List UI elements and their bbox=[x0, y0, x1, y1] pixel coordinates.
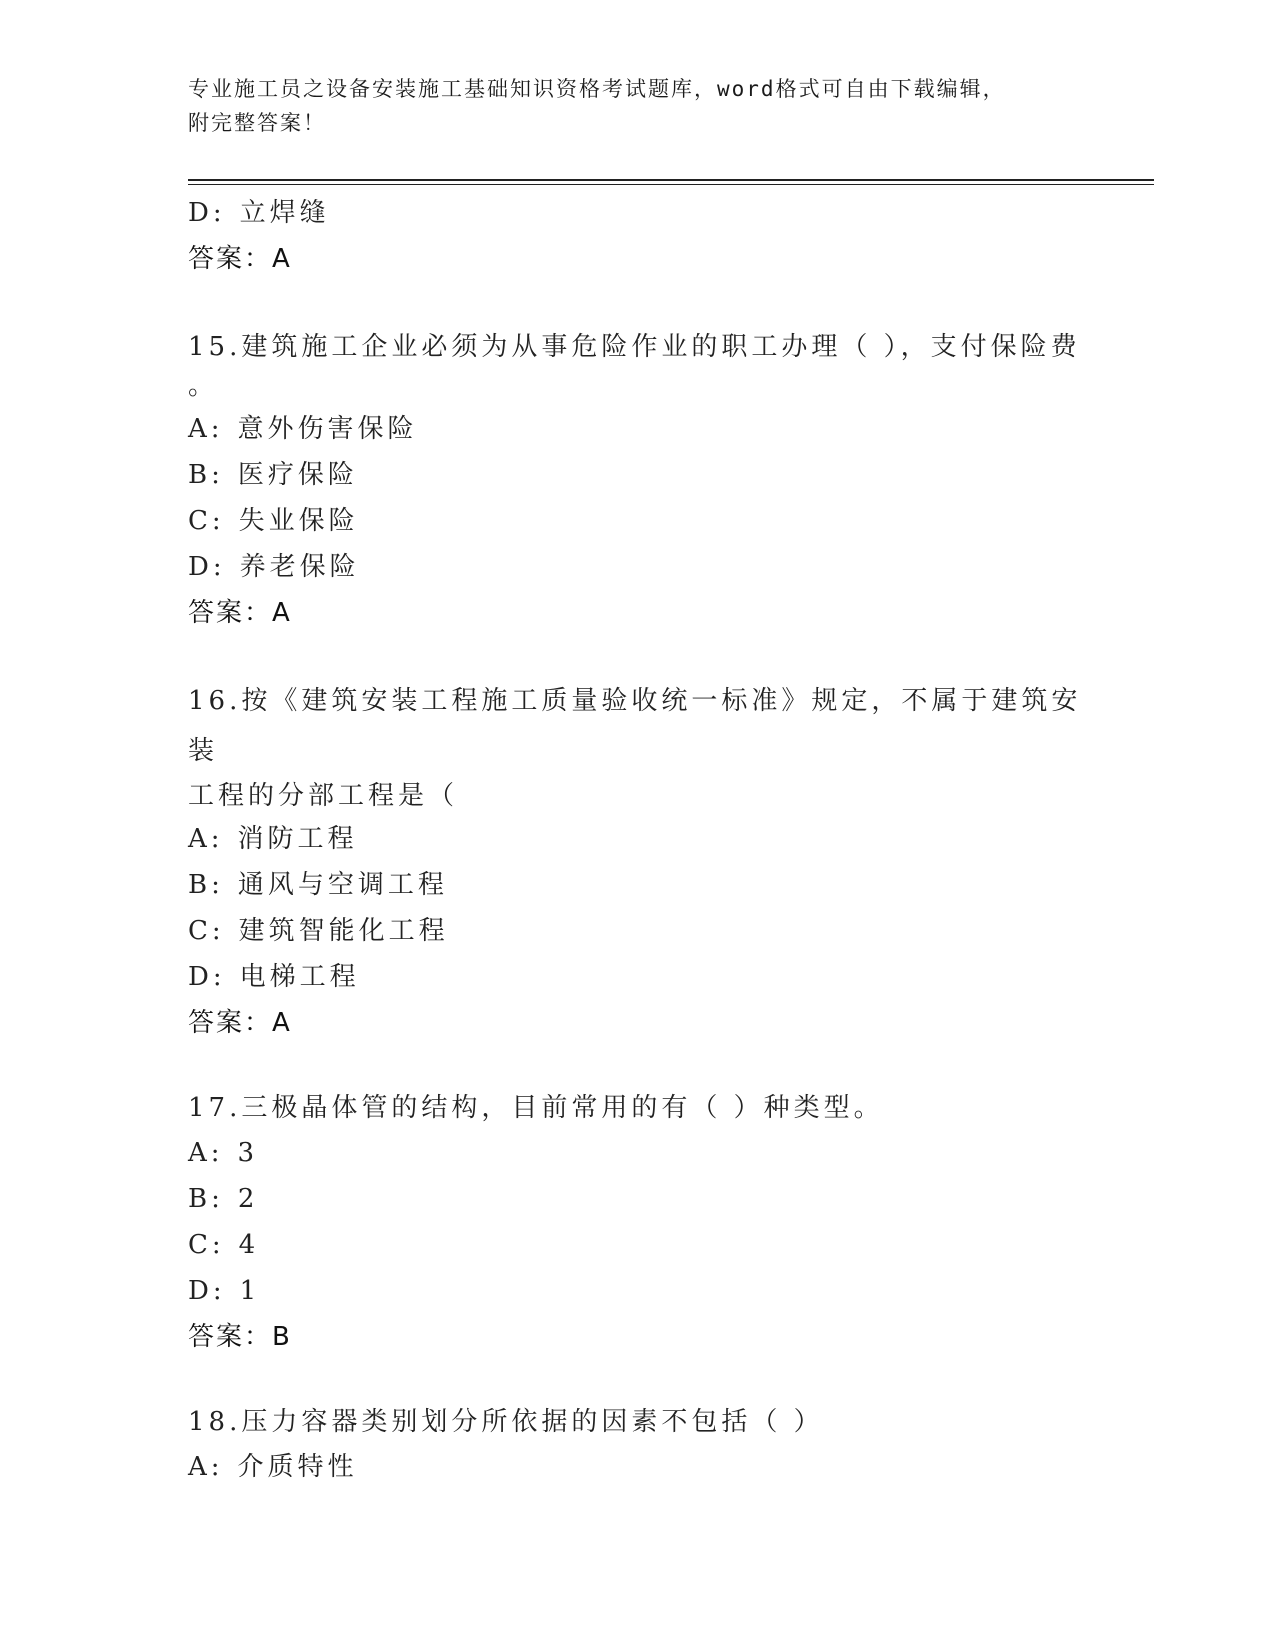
option-label: C: bbox=[188, 506, 225, 536]
option-label: D: bbox=[188, 198, 226, 228]
option-text: 立焊缝 bbox=[239, 198, 330, 228]
option-label: B: bbox=[188, 1184, 224, 1214]
option-line bbox=[188, 544, 1088, 590]
question-stem-line: 。 bbox=[188, 371, 219, 401]
question-17 bbox=[188, 1086, 1088, 1360]
answer-line: 答案：A bbox=[188, 598, 292, 628]
option-text: 介质特性 bbox=[237, 1452, 358, 1482]
option-line bbox=[188, 406, 1088, 452]
document-header bbox=[188, 72, 1068, 140]
question-list bbox=[188, 190, 1088, 1490]
option-label: D: bbox=[188, 552, 226, 582]
option-line bbox=[188, 816, 1088, 862]
option-line bbox=[188, 954, 1088, 1000]
option-text: 通风与空调工程 bbox=[237, 870, 448, 900]
option-text: 养老保险 bbox=[239, 552, 360, 582]
option-line bbox=[188, 1222, 1088, 1268]
option-line bbox=[188, 1268, 1088, 1314]
question-stem-line: 17.三极晶体管的结构，目前常用的有（ ）种类型。 bbox=[188, 1093, 884, 1123]
option-text: 消防工程 bbox=[237, 824, 358, 854]
option-text: 意外伤害保险 bbox=[237, 414, 418, 444]
option-label: A: bbox=[188, 414, 224, 444]
option-text: 2 bbox=[237, 1184, 259, 1214]
option-label: D: bbox=[188, 1276, 226, 1306]
question-18 bbox=[188, 1400, 1088, 1490]
option-label: C: bbox=[188, 1230, 225, 1260]
header-line-1: 专业施工员之设备安装施工基础知识资格考试题库，word格式可自由下载编辑， bbox=[188, 77, 1006, 101]
option-label: C: bbox=[188, 916, 225, 946]
option-label: A: bbox=[188, 824, 224, 854]
question-stem-line: 18.压力容器类别划分所依据的因素不包括（ ） bbox=[188, 1407, 824, 1437]
option-label: A: bbox=[188, 1452, 224, 1482]
option-line bbox=[188, 1176, 1088, 1222]
question-stem-line: 工程的分部工程是（ bbox=[188, 781, 459, 811]
question-stem-line: 15.建筑施工企业必须为从事危险作业的职工办理（ ），支付保险费 bbox=[188, 332, 1081, 362]
option-label: B: bbox=[188, 870, 224, 900]
header-line-2: 附完整答案！ bbox=[188, 111, 326, 135]
option-line bbox=[188, 862, 1088, 908]
option-text: 电梯工程 bbox=[239, 962, 360, 992]
option-line bbox=[188, 908, 1088, 954]
option-line bbox=[188, 498, 1088, 544]
option-line bbox=[188, 452, 1088, 498]
answer-line: 答案：A bbox=[188, 244, 292, 274]
answer-line: 答案：B bbox=[188, 1322, 292, 1352]
option-line bbox=[188, 1130, 1088, 1176]
header-divider-thin bbox=[188, 184, 1154, 185]
answer-line: 答案：A bbox=[188, 1008, 292, 1038]
question-15 bbox=[188, 322, 1088, 636]
option-text: 3 bbox=[237, 1138, 259, 1168]
option-text: 1 bbox=[239, 1276, 261, 1306]
question-16 bbox=[188, 676, 1088, 1046]
option-text: 建筑智能化工程 bbox=[238, 916, 449, 946]
option-text: 4 bbox=[238, 1230, 260, 1260]
option-line bbox=[188, 1444, 1088, 1490]
option-label: B: bbox=[188, 460, 224, 490]
option-label: D: bbox=[188, 962, 226, 992]
header-divider-thick bbox=[188, 179, 1154, 181]
option-label: A: bbox=[188, 1138, 224, 1168]
option-text: 失业保险 bbox=[238, 506, 359, 536]
question-stem-line: 16.按《建筑安装工程施工质量验收统一标准》规定，不属于建筑安装 bbox=[188, 686, 1082, 766]
option-line bbox=[188, 190, 1088, 236]
option-text: 医疗保险 bbox=[237, 460, 358, 490]
